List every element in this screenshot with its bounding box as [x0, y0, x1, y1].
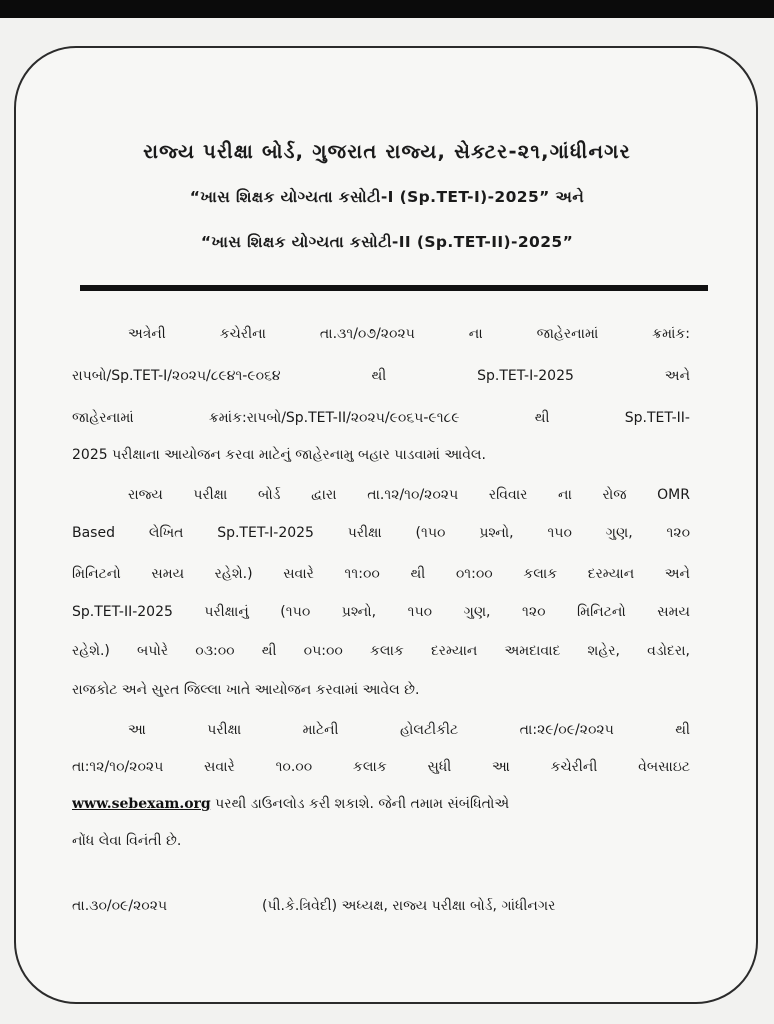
board-title: રાજ્ય પરીક્ષા બોર્ડ, ગુજરાત રાજ્ય, સેક્ટર-૨૧,ગાંધીનગર: [143, 140, 631, 163]
notice-date: તા.૩૦/૦૯/૨૦૨૫: [72, 898, 168, 914]
paragraph-line: 2025 પરીક્ષાના આયોજન કરવા માટેનું જાહેરનામુ બહાર પાડવામાં આવેલ.: [72, 447, 486, 463]
paragraph-line: Based લેખિત Sp.TET-I-2025 પરીક્ષા (૧૫૦ પ્રશ્નો, ૧૫૦ ગુણ, ૧૨૦: [72, 525, 690, 541]
paragraph-line: રાજ્ય પરીક્ષા બોર્ડ દ્વારા તા.૧૨/૧૦/૨૦૨૫ રવિવાર ના રોજ OMR: [128, 487, 690, 503]
paragraph-line: Sp.TET-II-2025 પરીક્ષાનું (૧૫૦ પ્રશ્નો, ૧૫૦ ગુણ, ૧૨૦ મિનિટનો સમય: [72, 604, 690, 620]
top-black-bar: [0, 0, 774, 18]
header-divider: [80, 285, 708, 291]
exam-title-2: “ખાસ શિક્ષક યોગ્યતા કસોટી-II (Sp.TET-II)-2025”: [200, 233, 574, 251]
paragraph-line: તા:૧૨/૧૦/૨૦૨૫ સવારે ૧૦.૦૦ કલાક સુધી આ કચેરીની વેબસાઇટ: [72, 759, 690, 775]
website-line-tail: પરથી ડાઉનલોડ કરી શકાશે. જેની તમામ સંબંધિતોએ: [210, 796, 510, 812]
website-link[interactable]: www.sebexam.org: [72, 796, 211, 812]
paragraph-line: રાજકોટ અને સુરત જિલ્લા ખાતે આયોજન કરવામાં આવેલ છે.: [72, 682, 420, 698]
signatory: (પી.કે.ત્રિવેદી) અધ્યક્ષ, રાજ્ય પરીક્ષા બોર્ડ, ગાંધીનગર: [262, 898, 556, 914]
paragraph-line: અત્રેની કચેરીના તા.૩૧/૦૭/૨૦૨૫ ના જાહેરનામાં ક્રમાંક:: [128, 326, 690, 342]
paragraph-line: રહેશે.) બપોરે ૦૩:૦૦ થી ૦૫:૦૦ કલાક દરમ્યાન અમદાવાદ શહેર, વડોદરા,: [72, 643, 690, 659]
paragraph-line: આ પરીક્ષા માટેની હોલટીકીટ તા:૨૯/૦૯/૨૦૨૫ થી: [128, 722, 690, 738]
website-line: [72, 794, 690, 814]
paragraph-line: મિનિટનો સમય રહેશે.) સવારે ૧૧:૦૦ થી ૦૧:૦૦ કલાક દરમ્યાન અને: [72, 566, 690, 582]
paragraph-line: જાહેરનામાં ક્રમાંક:રાપબો/Sp.TET-II/૨૦૨૫/૯૦૬૫-૯૧૮૯ થી Sp.TET-II-: [72, 410, 690, 426]
paragraph-line: રાપબો/Sp.TET-I/૨૦૨૫/૮૯૪૧-૯૦૬૪ થી Sp.TET-I-2025 અને: [72, 368, 690, 384]
paragraph-line: નોંધ લેવા વિનંતી છે.: [72, 833, 182, 849]
exam-title-1: “ખાસ શિક્ષક યોગ્યતા કસોટી-I (Sp.TET-I)-2025” અને: [189, 188, 585, 206]
